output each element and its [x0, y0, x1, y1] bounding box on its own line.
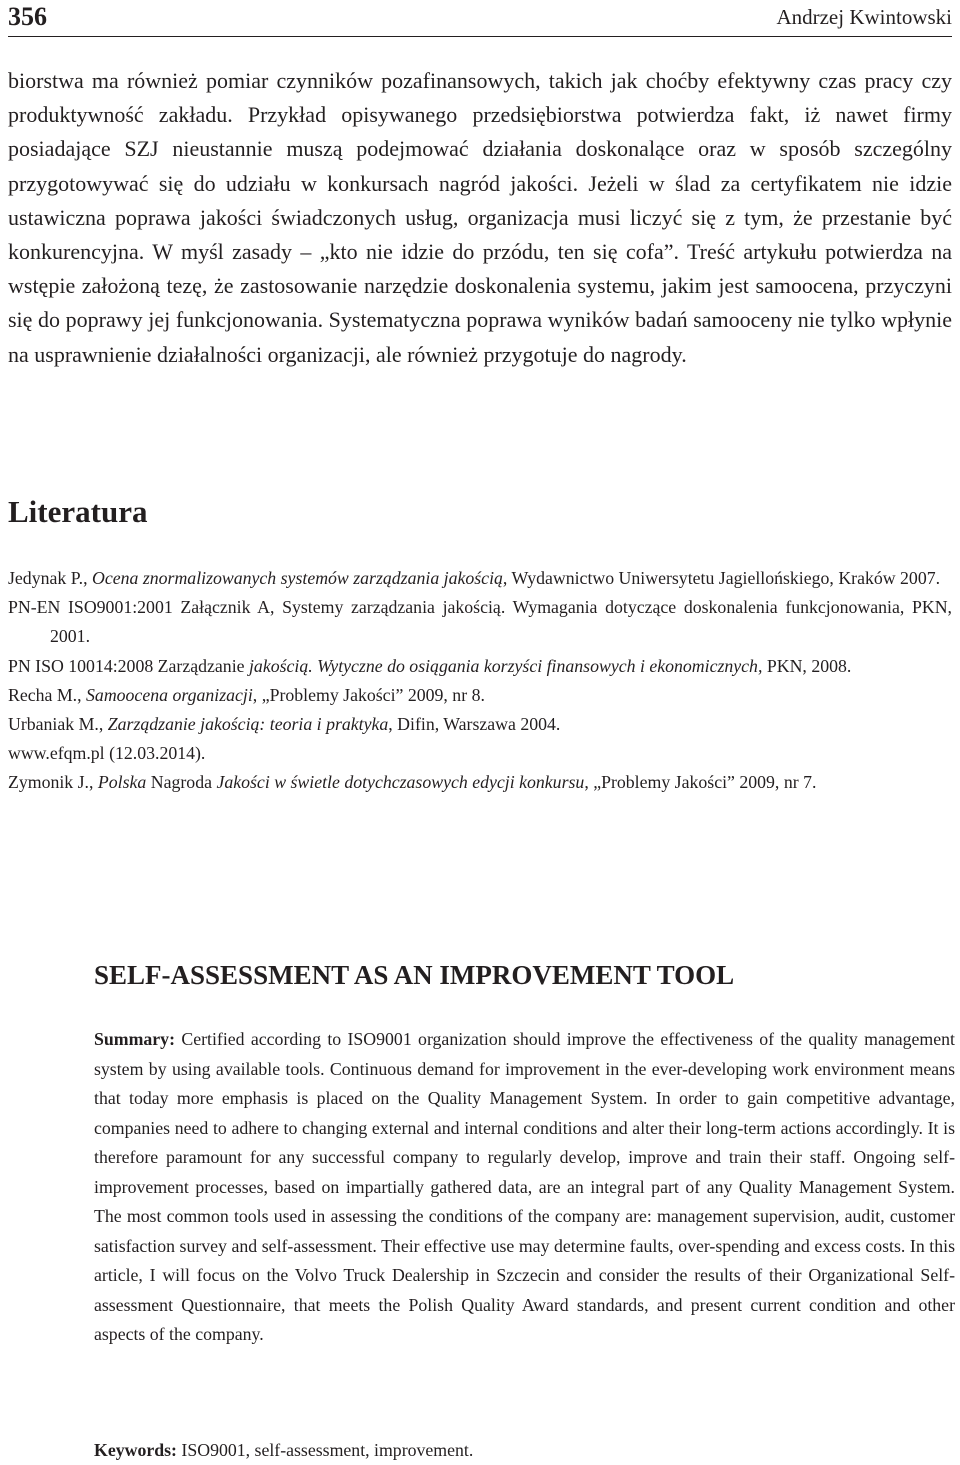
abstract-keywords [94, 1436, 473, 1465]
page-number: 356 [8, 2, 47, 31]
running-head-author: Andrzej Kwintowski [776, 5, 952, 29]
page-header [8, 0, 952, 37]
reference-item: Zymonik J., Polska Nagroda Jakości w świetle dotychczasowych edycji konkursu, „Problemy Jakości” 2009, nr 7. [8, 772, 817, 793]
summary-label: Summary: [94, 1029, 175, 1049]
literature-heading: Literatura [8, 494, 148, 529]
reference-item: Jedynak P., Ocena znormalizowanych systemów zarządzania jakością, Wydawnictwo Uniwersytetu Jagiellońskiego, Kraków 2007. [8, 568, 941, 588]
abstract-summary [94, 1025, 955, 1350]
abstract-title: SELF-ASSESSMENT AS AN IMPROVEMENT TOOL [94, 960, 735, 990]
reference-list [8, 564, 952, 798]
reference-item: Recha M., Samoocena organizacji, „Problemy Jakości” 2009, nr 8. [8, 684, 485, 705]
body-paragraph: biorstwa ma również pomiar czynników pozafinansowych, takich jak choćby efektywny czas pracy czy produktywność zakładu. Przykład opisywanego przedsiębiorstwa potwierdza fakt, iż nawet firmy posiadające SZJ nieustannie muszą podejmować działania doskonalące oraz w sposób szczególny przygotowywać się do udziału w konkursach nagród jakości. Jeżeli w ślad za certyfikatem nie idzie ustawiczna poprawa jakości świadczonych usług, organizacja musi liczyć się z tym, że przestanie być konkurencyjna. W myśl zasady – „kto nie idzie do przódu, ten się cofa”. Treść artykułu potwierdza na wstępie założoną tezę, że zastosowanie narzędzie doskonalenia systemu, jakim jest samoocena, przyczyni się do poprawy jej funkcjonowania. Systematyczna poprawa wyników badań samooceny nie tylko wpłynie na usprawnienie działalności organizacji, ale również przygotuje do nagrody. [8, 68, 952, 367]
keywords-text: ISO9001, self-assessment, improvement. [181, 1440, 474, 1460]
reference-item: PN-EN ISO9001:2001 Załącznik A, Systemy zarządzania jakością. Wymagania dotyczące doskonalenia funkcjonowania, PKN, 2001. [8, 597, 952, 647]
reference-item: PN ISO 10014:2008 Zarządzanie jakością. Wytyczne do osiągania korzyści finansowych i ekonomicznych, PKN, 2008. [8, 655, 852, 676]
summary-text: Certified according to ISO9001 organization should improve the effectiveness of the quality management system by using available tools. Continuous demand for improvement in the ever-developing work environment means that today more emphasis is placed on the Quality Management System. In order to gain competitive advantage, companies need to adhere to changing external and internal conditions and alter their long-term actions accordingly. It is therefore paramount for any successful company to regularly develop, improve and train their staff. Ongoing self-improvement processes, based on impartially gathered data, are an integral part of any Quality Management System. The most common tools used in assessing the conditions of the company are: management supervision, audit, customer satisfaction survey and self-assessment. Their effective use may determine faults, over-spending and excess costs. In this article, I will focus on the Volvo Truck Dealership in Szczecin and consider the results of their Organizational Self-assessment Questionnaire, that meets the Polish Quality Award standards, and present current condition and other aspects of the company. [94, 1029, 955, 1344]
reference-item: www.efqm.pl (12.03.2014). [8, 743, 206, 764]
keywords-label: Keywords: [94, 1440, 177, 1460]
reference-item: Urbaniak M., Zarządzanie jakością: teoria i praktyka, Difin, Warszawa 2004. [8, 714, 561, 735]
